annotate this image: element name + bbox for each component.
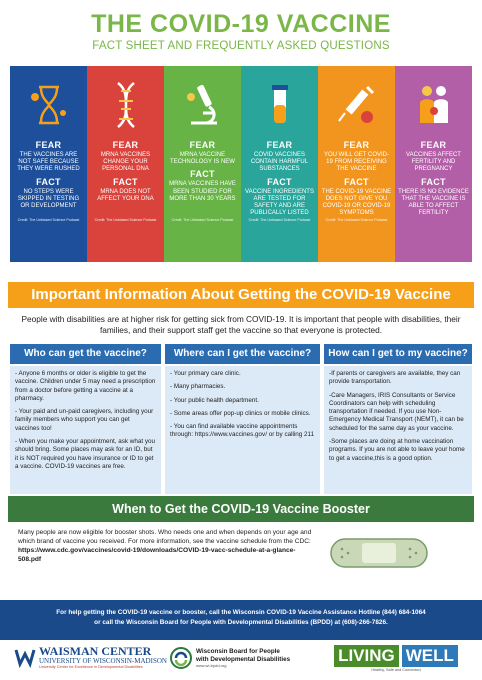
fact-label: FACT [344, 176, 369, 187]
booster-banner: When to Get the COVID-19 Vaccine Booster [8, 496, 474, 522]
fact-label: FACT [36, 176, 61, 187]
living-well-tagline: Healthy, Safe and Connected [371, 668, 421, 672]
vial-icon [244, 72, 315, 138]
fact-text: THE COVID-19 VACCINE DOES NOT GIVE YOU COVID-19 OR COVID-19 SYMPTOMS [321, 188, 392, 217]
who-heading: Who can get the vaccine? [10, 344, 161, 364]
fact-text: THERE IS NO EVIDENCE THAT THE VACCINE IS ABLE TO AFFECT FERTILITY [398, 188, 469, 217]
fear-fact-card [318, 66, 395, 262]
fear-label: FEAR [420, 140, 447, 150]
fear-label: FEAR [112, 140, 139, 150]
fact-label: FACT [267, 176, 292, 187]
dna-icon [90, 72, 161, 138]
fear-label: FEAR [266, 140, 293, 150]
bandage-icon [330, 538, 428, 568]
fear-text: COVID VACCINES CONTAIN HARMFUL SUBSTANCES [250, 152, 309, 173]
list-item: - Your public health department. [170, 396, 259, 404]
how-column [324, 366, 472, 494]
fear-fact-card [241, 66, 318, 262]
fear-fact-card [395, 66, 472, 262]
fear-label: FEAR [189, 140, 216, 150]
waisman-university: UNIVERSITY OF WISCONSIN-MADISON [39, 657, 167, 665]
footer-line: For help getting the COVID-19 vaccine or booster, call the Wisconsin COVID-19 Vaccine Assistance Hotline (844) 684-1064 [56, 609, 426, 616]
fear-text: MRNA VACCINE TECHNOLOGY IS NEW [170, 152, 235, 166]
list-item: - Your paid and un-paid caregivers, including your family members who support you can get vaccines too! [15, 408, 154, 432]
question-headings [10, 344, 472, 364]
list-item: -Some places are doing at home vaccination programs. If you are not able to leave your home to get a vaccine,this is a good option. [329, 438, 465, 462]
fact-text: MRNA DOES NOT AFFECT YOUR DNA [97, 188, 154, 202]
waisman-emblem-icon [14, 646, 36, 668]
fear-text: THE VACCINES ARE NOT SAFE BECAUSE THEY WERE RUSHED [17, 152, 80, 173]
fear-text: MRNA VACCINES CHANGE YOUR PERSONAL DNA [100, 152, 151, 173]
list-item: - You can find available vaccine appointments through: https://www.vaccines.gov/ or by calling 211 [170, 423, 315, 439]
waisman-name: WAISMAN CENTER [39, 644, 152, 658]
fear-fact-cards [10, 66, 472, 262]
where-column [165, 366, 320, 494]
list-item: -If parents or caregivers are available, they can provide transportation. [329, 370, 461, 386]
wbpdd-name-line2: with Developmental Disabilities [196, 655, 291, 663]
waisman-tagline: University Center for Excellence in Developmental Disabilities [39, 665, 143, 669]
page-subtitle: FACT SHEET AND FREQUENTLY ASKED QUESTIONS [92, 40, 390, 52]
fear-text: VACCINES AFFECT FERTILITY AND PREGNANCY [406, 152, 461, 173]
wbpdd-name-line1: Wisconsin Board for People [196, 647, 280, 655]
page-title: THE COVID-19 VACCINE [91, 10, 391, 38]
card-credit: Credit: The Unbiased Science Podcast [17, 218, 80, 222]
syringe-virus-icon [321, 72, 392, 138]
fear-fact-card [87, 66, 164, 262]
fact-text: VACCINE INGREDIENTS ARE TESTED FOR SAFETY AND ARE PUBLICALLY LISTED [245, 188, 314, 217]
fact-label: FACT [190, 169, 215, 180]
important-intro-text: People with disabilities are at higher risk for getting sick from COVID-19. It is important that people with disabilities, their families, and their support staff get the vaccine so that everyone is protected. [21, 314, 461, 336]
microscope-icon [167, 72, 238, 138]
card-credit: Credit: The Unbiased Science Podcast [94, 218, 157, 222]
list-item: - Some areas offer pop-up clinics or mobile clinics. [170, 409, 311, 417]
fact-label: FACT [421, 176, 446, 187]
list-item: - Many pharmacies. [170, 383, 226, 391]
well-word: WELL [402, 645, 458, 667]
hourglass-virus-icon [13, 72, 84, 138]
fear-fact-card [10, 66, 87, 262]
card-credit: Credit: The Unbiased Science Podcast [325, 218, 388, 222]
cdc-schedule-link[interactable]: https://www.cdc.gov/vaccines/covid-19/downloads/COVID-19-vacc-schedule-at-a-glance-508.pdf [18, 547, 296, 564]
list-item: - Your primary care clinic. [170, 370, 241, 377]
booster-text: Many people are now eligible for booster shots. Who needs one and when depends on your age and which brand of vaccine you received. For more information, see the vaccine schedule from the CDC: [18, 529, 312, 546]
list-item: - When you make your appointment, ask what you should bring. Some places may ask for an ID, but it is NOT required you have insurance or ID to get a vaccine. COVID-19 vaccines are free. [15, 438, 156, 470]
wbpdd-logo [170, 647, 290, 669]
list-item: -Care Managers, IRIS Consultants or Service Coordinators can help with scheduling transportation if needed. If you use Non-Emergency Medical Transport (NEMT), it can be scheduled for the same day as your vaccine. [329, 391, 464, 432]
who-column [10, 366, 161, 494]
how-heading: How can I get to my vaccine? [324, 344, 472, 364]
help-footer-bar [0, 600, 482, 640]
footer-line: or call the Wisconsin Board for People with Developmental Disabilities (BPDD) at (608)-266-7826. [94, 619, 388, 627]
living-well-logo [322, 645, 470, 672]
fact-text: NO STEPS WERE SKIPPED IN TESTING OR DEVELOPMENT [17, 188, 80, 209]
list-item: - Anyone 6 months or older is eligible to get the vaccine. Children under 5 may need a prescription from a doctor before getting a vaccine at a pharmacy. [15, 370, 156, 402]
question-columns [10, 366, 472, 494]
couple-baby-icon [398, 72, 469, 138]
booster-section [18, 528, 318, 564]
fear-fact-card [164, 66, 241, 262]
waisman-center-logo [14, 645, 167, 669]
fact-text: MRNA VACCINES HAVE BEEN STUDIED FOR MORE THAN 30 YEARS [169, 181, 236, 202]
important-info-banner: Important Information About Getting the COVID-19 Vaccine [8, 282, 474, 308]
fear-label: FEAR [35, 140, 62, 150]
partner-logos [0, 641, 482, 680]
where-heading: Where can I get the vaccine? [165, 344, 320, 364]
card-credit: Credit: The Unbiased Science Podcast [248, 218, 311, 222]
wbpdd-emblem-icon [170, 647, 192, 669]
fact-label: FACT [113, 176, 138, 187]
living-word: LIVING [334, 645, 399, 667]
card-credit: Credit: The Unbiased Science Podcast [171, 218, 234, 222]
wbpdd-url: www.wi-bpdd.org [196, 663, 227, 669]
fear-text: YOU WILL GET COVID-19 FROM RECEIVING THE VACCINE [323, 152, 389, 173]
fear-label: FEAR [343, 140, 370, 150]
